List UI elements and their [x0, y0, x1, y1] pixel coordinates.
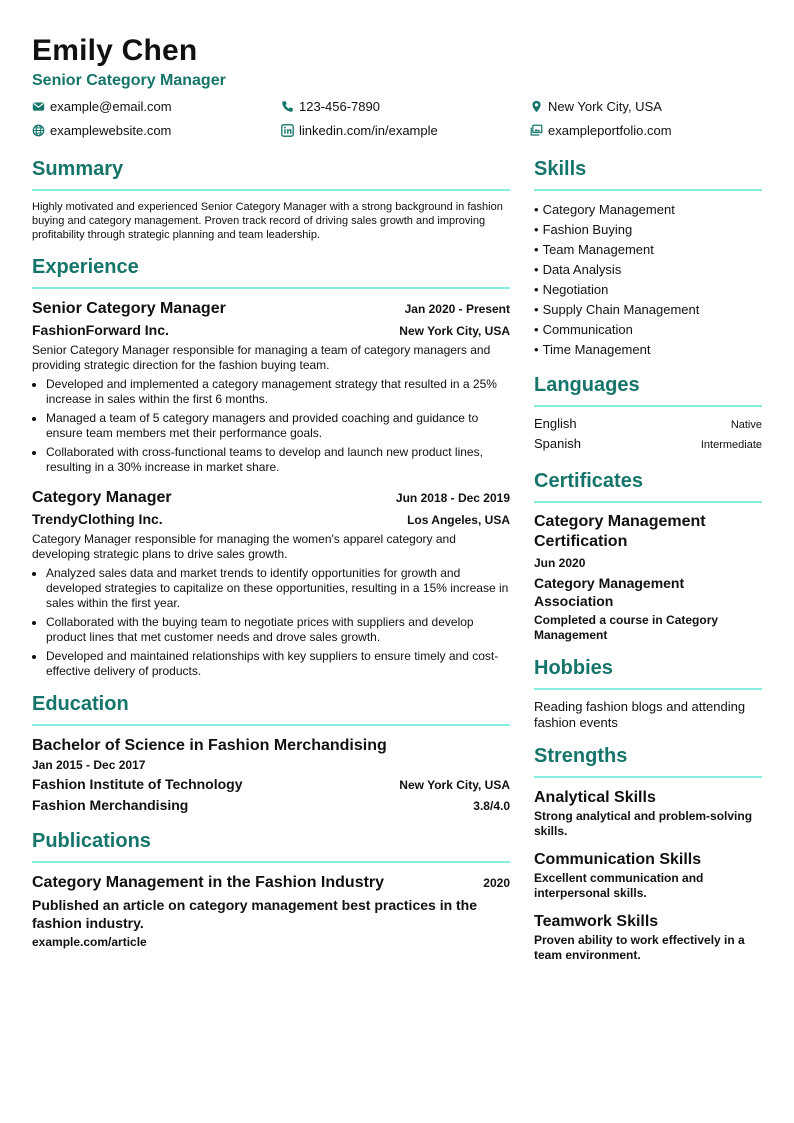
- job-title: Senior Category Manager: [32, 300, 226, 317]
- candidate-name: Emily Chen: [32, 34, 198, 67]
- location-pin-icon: [530, 100, 543, 113]
- hobbies-section: [534, 655, 762, 731]
- certificates-section: [534, 468, 762, 643]
- contact-portfolio-text: exampleportfolio.com: [548, 123, 672, 138]
- strength-description: Excellent communication and interpersonal skills.: [534, 871, 704, 900]
- resume-columns: [32, 156, 762, 973]
- job-entry: [32, 298, 510, 475]
- contact-linkedin-text: linkedin.com/in/example: [299, 123, 438, 138]
- strength-title: Analytical Skills: [534, 789, 656, 806]
- job-bullet: • Managed a team of 5 category managers and provided coaching and guidance to ensure team members met their performance goals.: [46, 411, 510, 441]
- skill-item: • Team Management: [534, 240, 762, 260]
- job-bullet: • Collaborated with cross-functional teams to develop and launch new product lines, resulting in a 30% increase in market share.: [46, 445, 510, 475]
- mail-icon: [32, 100, 45, 113]
- job-bullets: [32, 377, 510, 475]
- job-description: Senior Category Manager responsible for managing a team of category managers and providing strategic direction for the fashion buying team.: [32, 343, 491, 372]
- contact-phone[interactable]: [281, 98, 530, 115]
- education-section: [32, 691, 510, 816]
- languages-section: [534, 372, 762, 456]
- languages-heading: Languages: [534, 372, 762, 407]
- skill-item: • Negotiation: [534, 280, 762, 300]
- contact-portfolio[interactable]: [530, 122, 762, 139]
- summary-heading: Summary: [32, 156, 510, 191]
- job-location: Los Angeles, USA: [407, 513, 510, 527]
- skills-heading: Skills: [534, 156, 762, 191]
- job-bullet: • Developed and implemented a category management strategy that resulted in a 25% increase in sales within the first 6 months.: [46, 377, 510, 407]
- publication-link[interactable]: example.com/article: [32, 935, 147, 949]
- publication-description: Published an article on category management best practices in the fashion industry.: [32, 897, 478, 931]
- skills-list: [534, 200, 762, 360]
- job-bullet: • Analyzed sales data and market trends to identify opportunities for growth and developed strategies to capitalize on these opportunities, resulting in a 15% increase in sales within the first year.: [46, 566, 510, 611]
- contact-phone-text: 123-456-7890: [299, 99, 380, 114]
- job-company: TrendyClothing Inc.: [32, 511, 163, 527]
- contact-location: [530, 98, 762, 115]
- strengths-heading: Strengths: [534, 743, 762, 778]
- contact-email-text: example@email.com: [50, 99, 172, 114]
- certificate-description: Completed a course in Category Management: [534, 613, 719, 642]
- contact-info: [32, 98, 762, 139]
- portfolio-icon: [530, 124, 543, 137]
- left-column: [32, 156, 510, 973]
- language-level: Intermediate: [700, 439, 762, 451]
- language-name: English: [534, 416, 577, 431]
- skill-item: • Supply Chain Management: [534, 300, 762, 320]
- contact-website-text: examplewebsite.com: [50, 123, 172, 138]
- skill-item: • Time Management: [534, 340, 762, 360]
- skills-section: [534, 156, 762, 360]
- certificates-heading: Certificates: [534, 468, 762, 503]
- job-dates: Jun 2018 - Dec 2019: [395, 491, 510, 505]
- language-row: [534, 436, 762, 456]
- phone-icon: [281, 100, 294, 113]
- language-name: Spanish: [534, 436, 581, 451]
- publications-section: [32, 828, 510, 949]
- strengths-section: [534, 743, 762, 963]
- job-bullets: [32, 566, 510, 679]
- contact-email[interactable]: [32, 98, 281, 115]
- job-entry: [32, 487, 510, 679]
- contact-website[interactable]: [32, 122, 281, 139]
- globe-icon: [32, 124, 45, 137]
- summary-text: Highly motivated and experienced Senior Category Manager with a strong background in fashion buying and category management. Proven track record of driving sales growth and improving profitability through strategic planning and team leadership.: [32, 201, 503, 241]
- education-degree: Bachelor of Science in Fashion Merchandising: [32, 737, 387, 754]
- certificate-title: Category Management Certification: [534, 513, 706, 550]
- education-gpa: 3.8/4.0: [473, 799, 510, 813]
- job-dates: Jan 2020 - Present: [404, 302, 510, 316]
- job-title: Category Manager: [32, 489, 172, 506]
- job-bullet: • Developed and maintained relationships with key suppliers to ensure timely and cost-effective delivery of products.: [46, 649, 510, 679]
- education-location: New York City, USA: [399, 778, 510, 792]
- job-bullet: • Collaborated with the buying team to negotiate prices with suppliers and develop product lines that met customer needs and drove sales growth.: [46, 615, 510, 645]
- certificate-date: Jun 2020: [534, 556, 586, 570]
- summary-section: [32, 156, 510, 242]
- right-column: [534, 156, 762, 973]
- strength-title: Teamwork Skills: [534, 913, 659, 930]
- candidate-role: Senior Category Manager: [32, 72, 226, 89]
- strength-description: Proven ability to work effectively in a team environment.: [534, 933, 745, 962]
- strength-title: Communication Skills: [534, 851, 702, 868]
- experience-heading: Experience: [32, 254, 510, 289]
- job-company: FashionForward Inc.: [32, 322, 169, 338]
- language-level: Native: [730, 419, 762, 431]
- hobbies-text: Reading fashion blogs and attending fashion events: [534, 699, 746, 730]
- publication-year: 2020: [483, 876, 510, 890]
- skill-item: • Communication: [534, 320, 762, 340]
- hobbies-heading: Hobbies: [534, 655, 762, 690]
- certificate-issuer: Category Management Association: [534, 575, 685, 609]
- education-school: Fashion Institute of Technology: [32, 776, 243, 792]
- language-row: [534, 416, 762, 436]
- experience-section: [32, 254, 510, 679]
- contact-linkedin[interactable]: [281, 122, 530, 139]
- linkedin-icon: [281, 124, 294, 137]
- publications-heading: Publications: [32, 828, 510, 863]
- skill-item: • Data Analysis: [534, 260, 762, 280]
- strength-description: Strong analytical and problem-solving skills.: [534, 809, 753, 838]
- contact-location-text: New York City, USA: [548, 99, 662, 114]
- job-description: Category Manager responsible for managing the women's apparel category and developing strategic plans to drive sales growth.: [32, 532, 456, 561]
- job-location: New York City, USA: [399, 324, 510, 338]
- skill-item: • Fashion Buying: [534, 220, 762, 240]
- skill-item: • Category Management: [534, 200, 762, 220]
- education-heading: Education: [32, 691, 510, 726]
- publication-title: Category Management in the Fashion Industry: [32, 874, 385, 891]
- education-field: Fashion Merchandising: [32, 797, 189, 813]
- education-dates: Jan 2015 - Dec 2017: [32, 758, 146, 772]
